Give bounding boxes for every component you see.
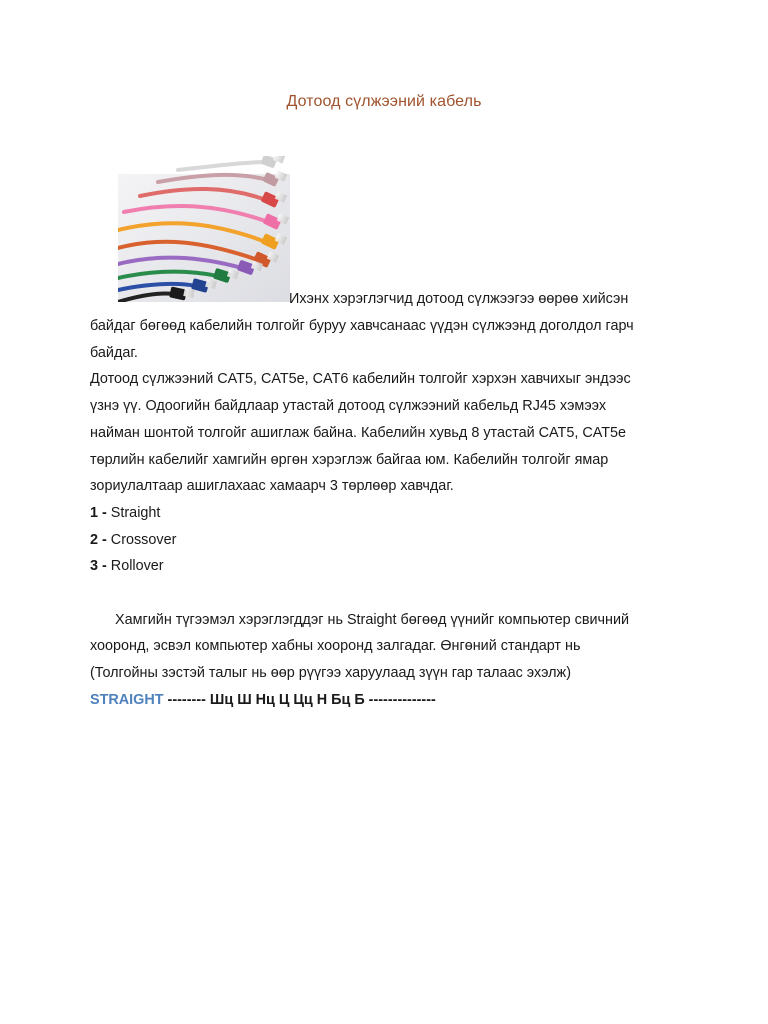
para2-line: Дотоод сүлжээний CAT5, CAT5e, CAT6 кабелийн толгойг хэрхэн хавчихыг эндээс	[90, 371, 631, 388]
para3-line: Хамгийн түгээмэл хэрэглэгддэг нь Straight бөгөөд үүнийг компьютер свичний	[115, 611, 630, 628]
type-label: Crossover	[110, 531, 177, 548]
intro-first-line: Ихэнх хэрэглэгчид дотоод сүлжээгээ өөрөө хийсэн	[289, 291, 629, 307]
type-number: 2 -	[90, 531, 107, 548]
type-number: 1 -	[90, 504, 107, 521]
type-list-item	[90, 553, 690, 580]
intro-paragraph	[90, 313, 690, 714]
type-list-item	[90, 500, 690, 527]
para2-line: төрлийн кабелийг хамгийн өргөн хэрэглэж байгаа юм. Кабелийн толгойг ямар	[90, 451, 609, 468]
para2-line: найман шонтой толгойг ашиглаж байна. Кабелийн хувьд 8 утастай CAT5, CAT5e	[90, 424, 627, 441]
type-number: 3 -	[90, 558, 107, 575]
intro-line: байдаг бөгөөд кабелийн толгойг буруу хавчсанаас үүдэн сүлжээнд доголдол гарч	[90, 318, 634, 334]
type-label: Straight	[110, 504, 161, 521]
type-list-item	[90, 527, 690, 554]
type-label: Rollover	[110, 558, 164, 575]
straight-label: STRAIGHT	[90, 691, 164, 708]
ethernet-cables-icon	[118, 156, 290, 302]
para3-line: хооронд, эсвэл компьютер хабны хооронд залгадаг. Өнгөний стандарт нь	[90, 638, 581, 655]
para2-line: үзнэ үү. Одоогийн байдлаар утастай дотоод сүлжээний кабельд RJ45 хэмээх	[90, 398, 607, 415]
straight-color-sequence: -------- Шц Ш Нц Ц Цц Н Бц Б --------------	[163, 691, 436, 708]
para3-line: (Толгойны зэстэй талыг нь өөр рүүгээ харуулаад зүүн гар талаас эхэлж)	[90, 665, 571, 682]
page-title: Дотоод сүлжээний кабель	[286, 93, 482, 110]
para2-line: зориулалтаар ашиглахаас хамаарч 3 төрлөөр хавчдаг.	[90, 478, 454, 495]
intro-line: байдаг.	[90, 344, 138, 361]
straight-sequence-line	[90, 687, 690, 714]
